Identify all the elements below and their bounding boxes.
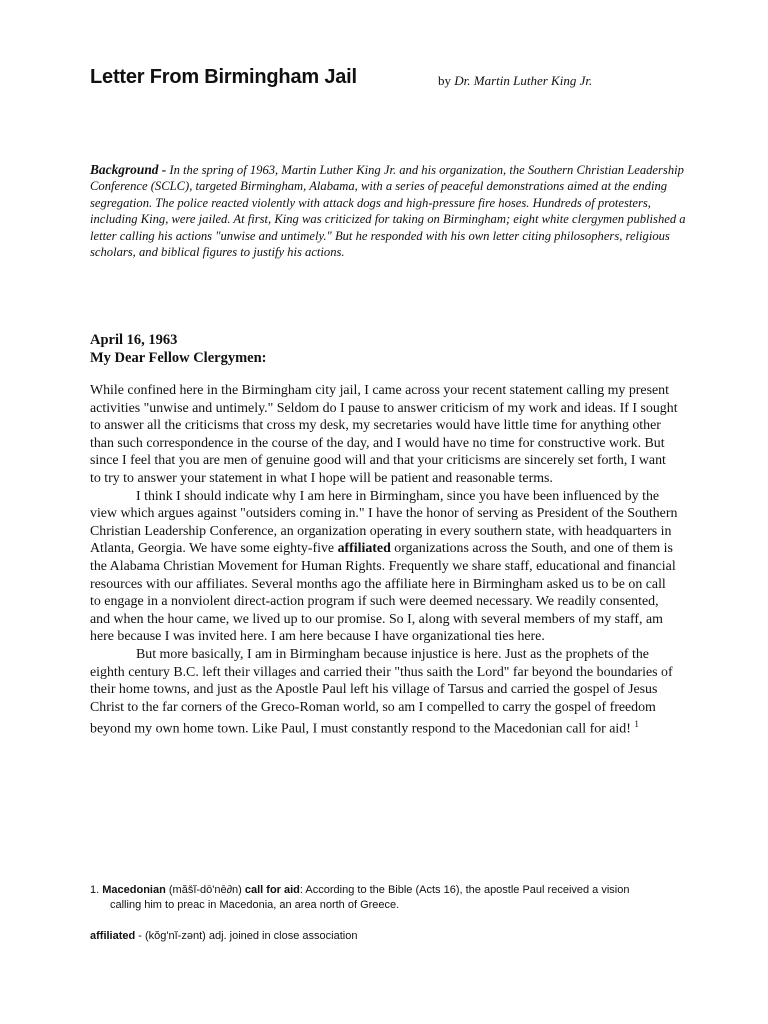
fn1-text-1: : According to the Bible (Acts 16), the apostle Paul received a vision [299, 884, 630, 896]
header [90, 66, 710, 89]
letter-body [90, 382, 680, 739]
fn1-term2: call for aid [244, 884, 300, 896]
byline-prefix: by [438, 73, 455, 88]
footnote-marker: 1 [634, 719, 639, 730]
fn1-pronunciation: (măs̆ĭ-dō'nē∂n) [165, 884, 245, 896]
document-title: Letter From Birmingham Jail [90, 66, 357, 88]
para2-after: organizations across the South, and one of them is the Alabama Christian Movement for Human Rights. Frequently we share staff, educational and financial resources with our affiliates. Several months ago the affiliate here in Birmingham asked us to be on call to engage in a nonviolent direct-action program if such were deemed necessary. We readily consented, and when the hour came, we lived up to our promise. So I, along with several members of my staff, am here because I was invited here. I am here because I have organizational ties here. [90, 541, 676, 645]
background-paragraph [90, 162, 688, 260]
letter-paragraph-3 [90, 646, 680, 739]
background-label: Background - [90, 162, 167, 177]
footnote-1 [90, 883, 690, 913]
author-name: Dr. Martin Luther King Jr. [454, 73, 593, 88]
letter-heading [90, 331, 267, 367]
letter-date: April 16, 1963 [90, 332, 178, 348]
fn1-number: 1. [90, 884, 103, 896]
para2-before: I think I should indicate why I am here in Birmingham, since you have been influenced by the view which argues against "outsiders coming in." I have the honor of serving as President of the Southern Christian Leadership Conference, an organization operating in every southern state, with headquarters in Atlanta, Georgia. We have some eighty-five [90, 488, 678, 557]
letter-paragraph-1: While confined here in the Birmingham city jail, I came across your recent statement calling my present activities "unwise and untimely." Seldom do I pause to answer criticism of my work and ideas. If I sought to answer all the criticisms that cross my desk, my secretaries would have little time for anything other than such correspondence in the course of the day, and I would have no time for constructive work. But since I feel that you are men of genuine good will and that your criticisms are sincerely set forth, I want to try to answer your statement in what I hope will be patient and reasonable terms. [90, 383, 678, 486]
byline [438, 73, 592, 89]
letter-paragraph-2 [90, 488, 680, 646]
fn2-term: affiliated [90, 930, 136, 942]
vocab-affiliated: affiliated [337, 541, 391, 557]
footnote-2 [90, 929, 357, 944]
fn1-term: Macedonian [102, 884, 166, 896]
letter-salutation: My Dear Fellow Clergymen: [90, 350, 267, 366]
background-text: In the spring of 1963, Martin Luther King Jr. and his organization, the Southern Christian Leadership Conference (SCLC), targeted Birmingham, Alabama, with a series of peaceful demonstrations aimed at the ending segregation. The police reacted violently with attack dogs and high-pressure fire hoses. Hundreds of protesters, including King, were jailed. At first, King was criticized for taking on Birmingham; eight white clergymen published a letter calling his actions "unwise and untimely." But he responded with his own letter citing philosophers, religious scholars, and biblical figures to justify his actions. [90, 163, 686, 260]
para3-text: But more basically, I am in Birmingham because injustice is here. Just as the prophets of the eighth century B.C. left their villages and carried their "thus saith the Lord" far beyond the boundaries of their home towns, and just as the Apostle Paul left his village of Tarsus and carried the gospel of Jesus Christ to the far corners of the Greco-Roman world, so am I compelled to carry the gospel of freedom beyond my own home town. Like Paul, I must constantly respond to the Macedonian call for aid! [90, 646, 673, 737]
fn1-text-2: calling him to preac in Macedonia, an area north of Greece. [110, 899, 400, 911]
fn2-text: - (kŏg'nĭ-zənt) adj. joined in close association [135, 930, 358, 942]
